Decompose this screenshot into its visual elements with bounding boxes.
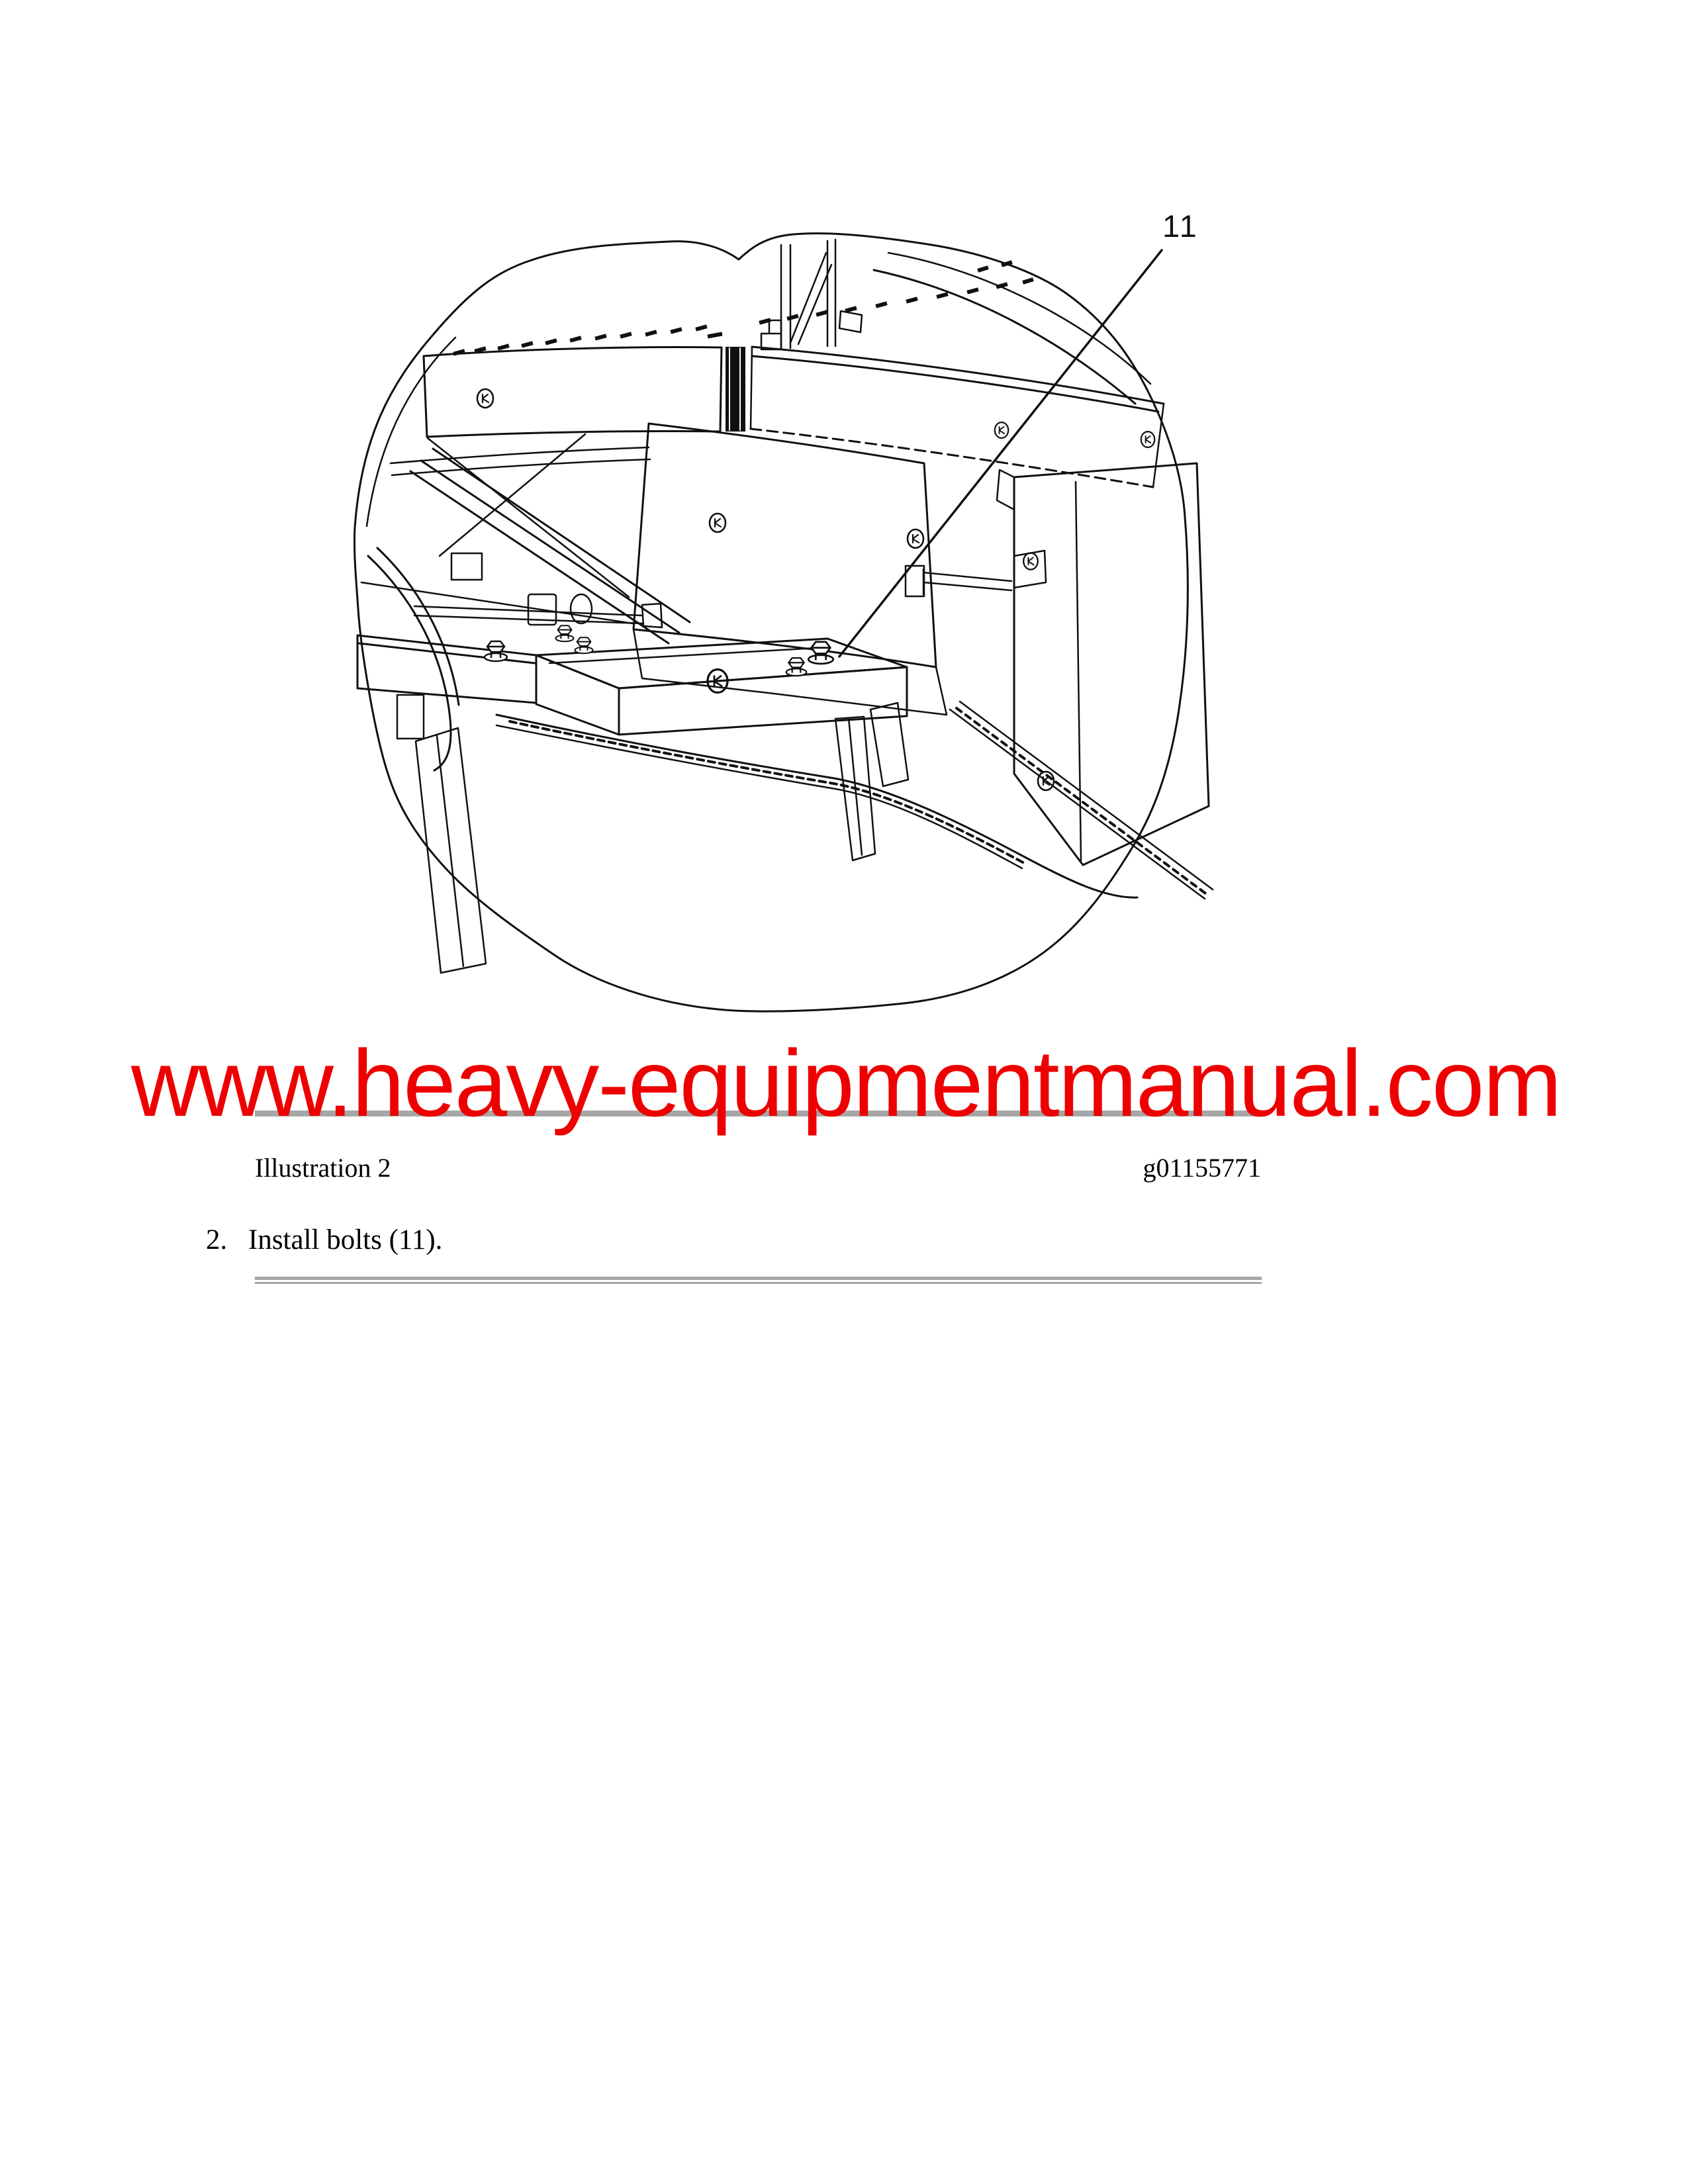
bolt-hole-dots	[455, 263, 1031, 353]
step-item	[206, 1224, 442, 1256]
figure-caption: Illustration 2	[255, 1153, 391, 1183]
frame-rail-left	[424, 347, 722, 437]
hex-bolt	[575, 637, 592, 653]
lower-left-slab	[416, 728, 486, 973]
callout-leader-line	[839, 250, 1162, 657]
support-rod	[906, 566, 1011, 596]
step-text: Install bolts (11).	[248, 1224, 443, 1255]
watermark-text: www.heavy-equipmentmanual.com	[131, 1031, 1561, 1136]
figure-id: g01155771	[1143, 1153, 1261, 1183]
machine-underside-drawing	[298, 185, 1225, 1013]
frame-rail-right	[751, 347, 1164, 487]
left-arm	[357, 635, 536, 739]
belt-edge-curves	[496, 715, 1137, 897]
figure-caption-row	[255, 1152, 1261, 1183]
tie-rod	[414, 553, 662, 627]
callout-label: 11	[1162, 208, 1199, 244]
technical-illustration	[298, 185, 1225, 1013]
right-panel	[997, 463, 1209, 865]
hex-bolt	[555, 625, 573, 641]
bolt-symbols	[477, 389, 1154, 790]
step-number: 2.	[206, 1224, 228, 1255]
top-post	[761, 240, 862, 349]
divider-bottom	[255, 1277, 1262, 1284]
